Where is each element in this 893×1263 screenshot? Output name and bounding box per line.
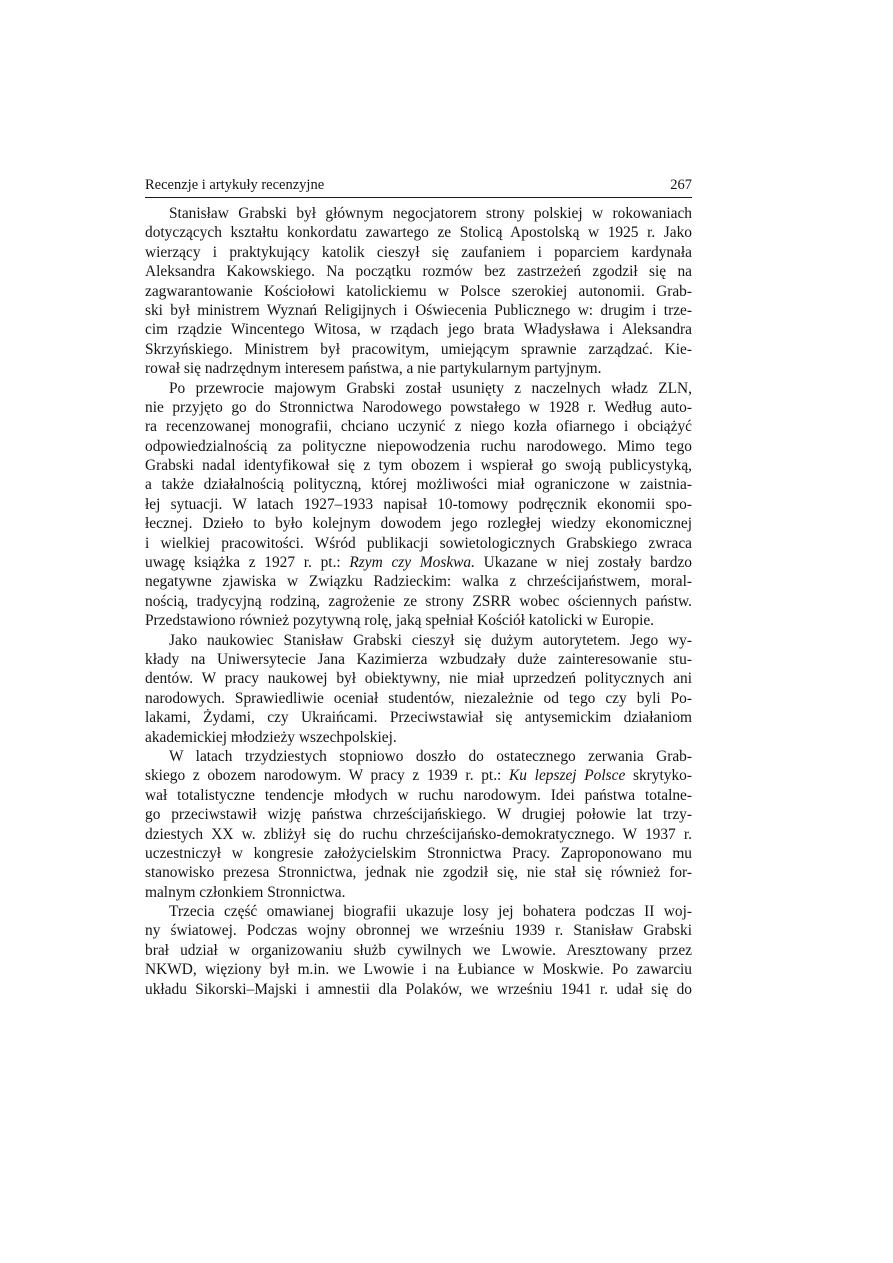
text-fragment: Ukazane w niej zostały bardzo xyxy=(474,554,693,572)
text-line: nie przyjęto go do Stronnictwa Narodowego powstałego w 1928 r. Według auto- xyxy=(145,398,692,416)
text-line: ra recenzowanej monografii, chciano uczynić z niego kozła ofiarnego i obciążyć xyxy=(145,418,692,436)
text-line: dotyczących kształtu konkordatu zawartego ze Stolicą Apostolską w 1925 r. Jako xyxy=(145,224,692,242)
text-fragment: uwagę książka z 1927 r. pt.: xyxy=(145,554,350,572)
text-line: Aleksandra Kakowskiego. Na początku rozmów bez zastrzeżeń zgodził się na xyxy=(145,263,692,281)
paragraph-5 xyxy=(145,902,692,999)
text-line: narodowych. Sprawiedliwie oceniał studentów, niezależnie od tego czy byli Po- xyxy=(145,689,692,707)
paragraph-4 xyxy=(145,747,692,902)
text-line: malnym członkiem Stronnictwa. xyxy=(145,883,346,901)
text-line: NKWD, więziony był m.in. we Lwowie i na Łubiance w Moskwie. Po zawarciu xyxy=(145,961,692,979)
text-line: Skrzyńskiego. Ministrem był pracowitym, umiejącym sprawnie zarządzać. Kie- xyxy=(145,340,692,358)
text-line: łej sytuacji. W latach 1927–1933 napisał 10-tomowy podręcznik ekonomii spo- xyxy=(145,495,692,513)
text-line: rował się nadrzędnym interesem państwa, a nie partykularnym partyjnym. xyxy=(145,360,602,378)
running-head xyxy=(145,176,692,198)
text-line: cim rządzie Wincentego Witosa, w rządach jego brata Władysława i Aleksandra xyxy=(145,321,692,339)
text-line: brał udział w organizowaniu służb cywilnych we Lwowie. Aresztowany przez xyxy=(145,941,692,959)
text-line: nością, tradycyjną rodziną, zagrożenie ze strony ZSRR wobec ościennych państw. xyxy=(145,592,692,610)
book-title: Ku lepszej Polsce xyxy=(509,767,626,785)
text-line: stanowisko prezesa Stronnictwa, jednak nie zgodził się, nie stał się również for- xyxy=(145,864,692,882)
text-line: łecznej. Dzieło to było kolejnym dowodem jego rozległej wiedzy ekonomicznej xyxy=(145,515,692,533)
text-line: zagwarantowanie Kościołowi katolickiemu w Polsce szerokiej autonomii. Grab- xyxy=(145,282,692,300)
text-line: Przedstawiono również pozytywną rolę, jaką spełniał Kościół katolicki w Europie. xyxy=(145,612,655,630)
text-line: lakami, Żydami, czy Ukraińcami. Przeciwstawiał się antysemickim działaniom xyxy=(145,709,692,727)
text-line: dziestych XX w. zbliżył się do ruchu chrześcijańsko-demokratycznego. W 1937 r. xyxy=(145,825,692,843)
text-line: Jako naukowiec Stanisław Grabski cieszył się dużym autorytetem. Jego wy- xyxy=(169,631,692,649)
text-line: W latach trzydziestych stopniowo doszło do ostatecznego zerwania Grab- xyxy=(169,747,692,765)
text-line: negatywne zjawiska w Związku Radzieckim: walka z chrześcijaństwem, moral- xyxy=(145,573,692,591)
paragraph-2 xyxy=(145,379,692,631)
book-title: Rzym czy Moskwa. xyxy=(349,554,475,572)
paragraph-1 xyxy=(145,204,692,379)
text-line: ny światowej. Podczas wojny obronnej we wrześniu 1939 r. Stanisław Grabski xyxy=(145,922,692,940)
text-line: go przeciwstawił wizję państwa chrześcijańskiego. W drugiej połowie lat trzy- xyxy=(145,806,692,824)
text-fragment: skiego z obozem narodowym. W pracy z 1939 r. pt.: xyxy=(145,767,510,785)
article-body xyxy=(145,204,692,999)
text-line: Stanisław Grabski był głównym negocjatorem strony polskiej w rokowaniach xyxy=(169,205,692,222)
page-number: 267 xyxy=(670,177,692,193)
text-fragment: skrytyko- xyxy=(625,767,692,785)
text-line: ski był ministrem Wyznań Religijnych i Oświecenia Publicznego w: drugim i trze- xyxy=(145,301,692,319)
text-line: Grabski nadal identyfikował się z tym obozem i wspierał go swoją publicystyką, xyxy=(145,457,692,475)
text-line: Trzecia część omawianej biografii ukazuje losy jej bohatera podczas II woj- xyxy=(169,903,692,921)
section-title: Recenzje i artykuły recenzyjne xyxy=(145,177,325,193)
text-line: Po przewrocie majowym Grabski został usunięty z naczelnych władz ZLN, xyxy=(169,379,692,397)
text-line: wierzący i praktykujący katolik cieszył się zaufaniem i poparciem kardynała xyxy=(145,243,692,261)
text-line: uczestniczył w kongresie założycielskim Stronnictwa Pracy. Zaproponowano mu xyxy=(145,844,692,862)
book-page xyxy=(145,176,692,999)
text-line: układu Sikorski–Majski i amnestii dla Polaków, we wrześniu 1941 r. udał się do xyxy=(145,980,692,998)
text-line: i wielkiej pracowitości. Wśród publikacji sowietologicznych Grabskiego zwraca xyxy=(145,534,692,552)
text-line: akademickiej młodzieży wszechpolskiej. xyxy=(145,728,397,746)
text-line: kłady na Uniwersytecie Jana Kazimierza wzbudzały duże zainteresowanie stu- xyxy=(145,650,692,668)
text-line-with-title xyxy=(145,553,692,572)
text-line: dentów. W pracy naukowej był obiektywny, nie miał uprzedzeń politycznych ani xyxy=(145,670,692,688)
text-line: a także działalnością polityczną, której możliwości miał ograniczone w zaistnia- xyxy=(145,476,692,494)
text-line: odpowiedzialnością za polityczne niepowodzenia ruchu narodowego. Mimo tego xyxy=(145,437,692,455)
paragraph-3 xyxy=(145,631,692,747)
text-line-with-title xyxy=(145,766,692,785)
text-line: wał totalistyczne tendencje młodych w ruchu narodowym. Idei państwa totalne- xyxy=(145,786,692,804)
